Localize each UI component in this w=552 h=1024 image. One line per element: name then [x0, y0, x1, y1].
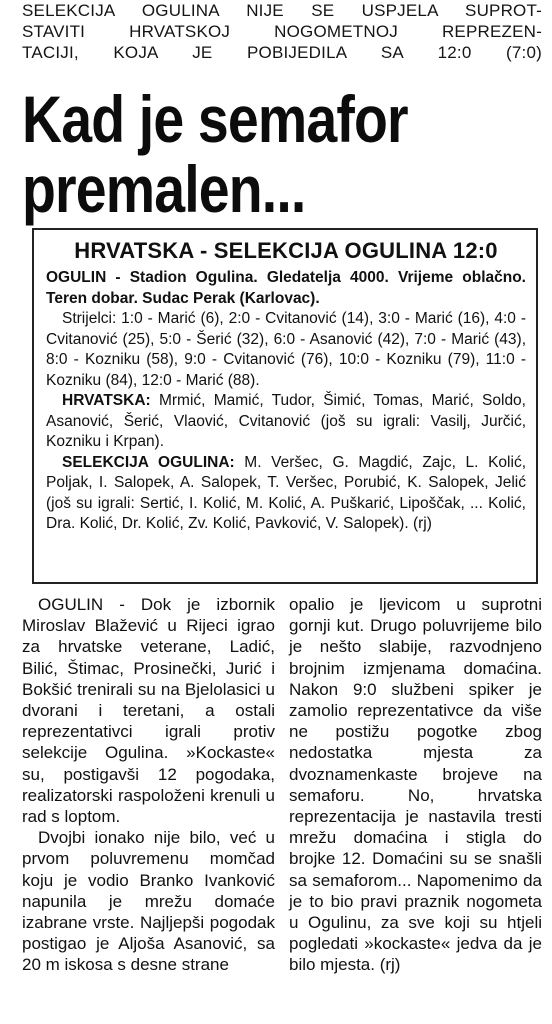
kicker	[22, 0, 542, 63]
article-paragraph: OGULIN - Dok je izbornik Miroslav Blažević u Rijeci igrao za hrvatske veterane, Ladić, Bilić, Štimac, Prosinečki, Jurić i Bokšić trenirali su na Bjelolasici u dvorani i teretani, a ostali reprezentativci igrali protiv selekcije Ogulina. »Kockaste« su, postigavši 12 pogodaka, realizatorski raspoloženi krenuli u rad s loptom.	[22, 595, 275, 827]
match-venue: OGULIN - Stadion Ogulina. Gledatelja 4000. Vrijeme oblačno. Teren dobar. Sudac Perak (Karlovac).	[46, 269, 526, 307]
croatia-lineup-label: HRVATSKA:	[62, 392, 151, 409]
match-scorers: Strijelci: 1:0 - Marić (6), 2:0 - Cvitanović (14), 3:0 - Marić (16), 4:0 - Cvitanović (25), 5:0 - Šerić (32), 6:0 - Asanović (42), 7:0 - Marić (43), 8:0 - Kozniku (58), 9:0 - Cvitanović (76), 10:0 - Kozniku (79), 11:0 - Kozniku (84), 12:0 - Marić (88).	[46, 310, 526, 389]
article-paragraph: opalio je ljevicom u suprotni gornji kut. Drugo poluvrijeme bilo je nešto slabije, razvodnjeno brojnim izmjenama domaćina. Nakon 9:0 službeni spiker je zamolio reprezentativce da više ne postižu pogotke zbog nedostatka mjesta za dvoznamenkaste brojeve na semaforu. No, hrvatska reprezentacija je nastavila tresti mrežu domaćina i stigla do brojke 12. Domaćini su se snašli sa semaforom... Napomenimo da je to bio pravi praznik nogometa u Ogulinu, za sve koji su htjeli pogledati »kockaste« jedva da je bilo mjesta. (rj)	[289, 595, 542, 975]
ogulin-lineup-text: M. Veršec, G. Magdić, Zajc, L. Kolić, Poljak, I. Salopek, A. Salopek, T. Veršec, Porubić, K. Salopek, Jelić (još su igrali: Sertić, I. Kolić, M. Kolić, A. Puškarić, Lipoščak, ... Kolić, Dra. Kolić, Dr. Kolić, Zv. Kolić, Pavković, V. Salopek). (rj)	[46, 453, 526, 532]
match-score-title: HRVATSKA - SELEKCIJA OGULINA 12:0	[74, 238, 498, 263]
headline-line: Kad je semafor	[22, 82, 408, 156]
kicker-line: TACIJI, KOJA JE POBIJEDILA SA 12:0 (7:0)	[22, 43, 542, 62]
croatia-lineup	[46, 391, 526, 453]
ogulin-lineup-label: SELEKCIJA OGULINA:	[62, 453, 235, 471]
match-report-box	[32, 228, 538, 584]
article-column-2	[289, 594, 542, 1024]
article-column-1	[22, 594, 275, 1024]
ogulin-lineup	[46, 453, 526, 535]
headline-line: premalen...	[22, 152, 306, 226]
headline	[22, 84, 459, 224]
croatia-lineup-text: Mrmić, Mamić, Tudor, Šimić, Tomas, Marić, Soldo, Asanović, Šerić, Vlaović, Cvitanović (još su igrali: Vasilj, Jurčić, Kozniku i Krpan).	[46, 392, 526, 450]
kicker-line: STAVITI HRVATSKOJ NOGOMETNOJ REPREZEN-	[22, 22, 542, 41]
article-paragraph: Dvojbi ionako nije bilo, već u prvom poluvremenu momčad koju je vodio Branko Ivanković napunila je mrežu domaće izabrane vrste. Najljepši pogodak postigao je Aljoša Asanović, sa 20 m iskosa s desne strane	[22, 828, 275, 975]
kicker-line: SELEKCIJA OGULINA NIJE SE USPJELA SUPROT-	[22, 1, 542, 20]
article-body	[22, 594, 542, 1024]
